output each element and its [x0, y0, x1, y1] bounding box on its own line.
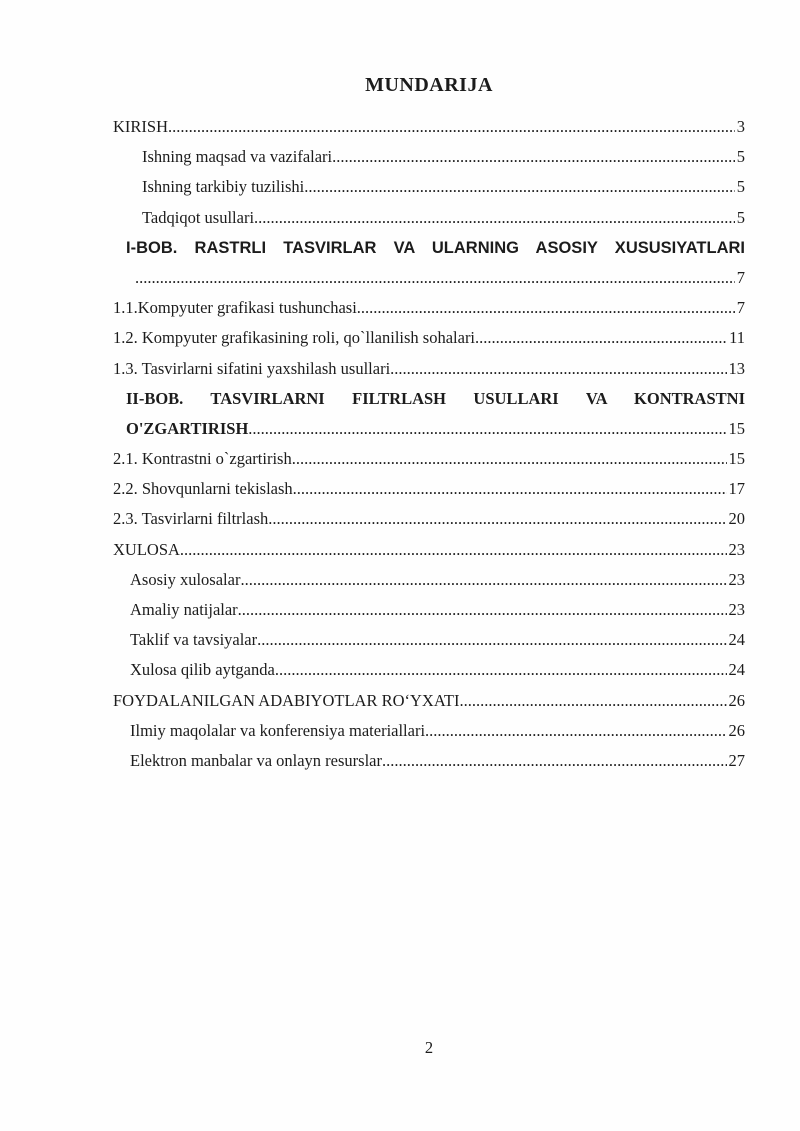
toc-entry-elektron	[113, 746, 745, 776]
dot-leader	[425, 716, 726, 746]
toc-page-number: 24	[728, 630, 745, 650]
toc-entry-label: FOYDALANILGAN ADABIYOTLAR RO‘YXATI	[113, 690, 460, 710]
dot-leader	[332, 142, 735, 172]
dot-leader	[168, 112, 735, 142]
dot-leader	[459, 686, 726, 716]
toc-entry-xulosa-qilib	[113, 655, 745, 685]
toc-entry-label: Ishning maqsad va vazifalari	[142, 147, 333, 167]
toc-page-number: 7	[736, 298, 745, 318]
toc-entry-label: KIRISH	[113, 117, 169, 136]
toc-entry-label: XULOSA	[113, 539, 180, 559]
toc-entry-label: 1.2. Kompyuter grafikasining roli, qo`llanilish sohalari	[113, 328, 476, 348]
dot-leader	[257, 625, 726, 655]
toc-entry-2-3	[113, 504, 745, 534]
page-title: MUNDARIJA	[365, 74, 493, 96]
toc-page-number: 17	[728, 479, 745, 499]
dot-leader	[135, 263, 735, 293]
dot-leader	[357, 293, 735, 323]
toc-entry-label: Taklif va tavsiyalar	[130, 630, 258, 650]
dot-leader	[382, 746, 727, 776]
toc-entry-1-3	[113, 354, 745, 384]
toc-entry-2-2	[113, 474, 745, 504]
toc-entry-amaliy	[113, 595, 745, 625]
toc-entry-2-1	[113, 444, 745, 474]
toc-entry-label: Xulosa qilib aytganda	[130, 660, 275, 680]
toc-entry-label: Amaliy natijalar	[130, 600, 238, 619]
toc-page-number: 13	[728, 358, 745, 378]
toc-page-number: 26	[728, 690, 745, 710]
toc-page-number: 20	[728, 509, 745, 529]
toc-entry-label: 2.1. Kontrastni o`zgartirish	[113, 449, 292, 469]
dot-leader	[304, 172, 735, 202]
toc-entry-label: II-BOB. TASVIRLARNI FILTRLASH USULLARI VA KONTRASTNI	[126, 388, 745, 408]
toc-entry-asosiy	[113, 565, 745, 595]
toc-entry-label: Ilmiy maqolalar va konferensiya materiallari	[130, 720, 426, 740]
dot-leader	[390, 354, 726, 384]
toc-page-number: 11	[729, 328, 745, 348]
toc-page-number: 3	[736, 117, 745, 136]
toc-page-number: 15	[728, 418, 745, 438]
toc-page-number: 5	[736, 147, 745, 167]
toc-entry-1-2	[113, 323, 745, 353]
toc-entry-1-1	[113, 293, 745, 323]
toc-entry-label: O'ZGARTIRISH	[126, 418, 249, 438]
toc-entry-adabiyotlar	[113, 686, 745, 716]
toc-page-number: 15	[728, 449, 745, 469]
toc-entry-tadqiqot	[113, 203, 745, 233]
toc-page-number: 23	[728, 569, 745, 589]
footer-page-number: 2	[424, 1038, 434, 1057]
toc-entry-chapter2-heading-line1	[113, 384, 745, 414]
toc-entry-label: 2.3. Tasvirlarni filtrlash	[113, 509, 269, 529]
toc-entry-kirish	[113, 112, 745, 142]
dot-leader	[254, 203, 735, 233]
toc-page-number: 24	[728, 660, 745, 680]
toc-entry-label: 2.2. Shovqunlarni tekislash	[113, 479, 293, 499]
dot-leader	[248, 414, 726, 444]
toc-entry-label: Elektron manbalar va onlayn resurslar	[130, 750, 382, 770]
toc-entry-ishning-maqsad	[113, 142, 745, 172]
table-of-contents	[113, 112, 745, 776]
toc-page-number: 23	[728, 600, 745, 619]
dot-leader	[475, 323, 727, 353]
dot-leader	[293, 474, 727, 504]
toc-entry-label: 1.1.Kompyuter grafikasi tushunchasi	[113, 298, 357, 318]
toc-page-number: 23	[728, 539, 745, 559]
dot-leader	[238, 595, 727, 625]
dot-leader	[240, 565, 726, 595]
dot-leader	[180, 535, 727, 565]
toc-page-number: 7	[736, 267, 745, 287]
toc-page-number: 5	[736, 177, 745, 197]
dot-leader	[292, 444, 727, 474]
toc-entry-xulosa	[113, 535, 745, 565]
toc-entry-ishning-tarkibiy	[113, 172, 745, 202]
dot-leader	[268, 504, 726, 534]
toc-page-number: 27	[728, 750, 745, 770]
toc-entry-label: Ishning tarkibiy tuzilishi	[142, 177, 305, 197]
toc-entry-chapter1-heading	[113, 233, 745, 263]
toc-page-number: 26	[728, 720, 745, 740]
toc-entry-taklif	[113, 625, 745, 655]
toc-entry-label: 1.3. Tasvirlarni sifatini yaxshilash usullari	[113, 358, 391, 378]
toc-entry-label: Tadqiqot usullari	[142, 207, 255, 227]
toc-entry-chapter1-dots-line	[113, 263, 745, 293]
toc-entry-ilmiy	[113, 716, 745, 746]
dot-leader	[275, 655, 727, 685]
toc-entry-label: I-BOB. RASTRLI TASVIRLAR VA ULARNING ASOSIY XUSUSIYATLARI	[126, 238, 745, 257]
toc-entry-chapter2-heading-line2	[113, 414, 745, 444]
toc-page-number: 5	[736, 207, 745, 227]
toc-entry-label: Asosiy xulosalar	[130, 569, 241, 589]
